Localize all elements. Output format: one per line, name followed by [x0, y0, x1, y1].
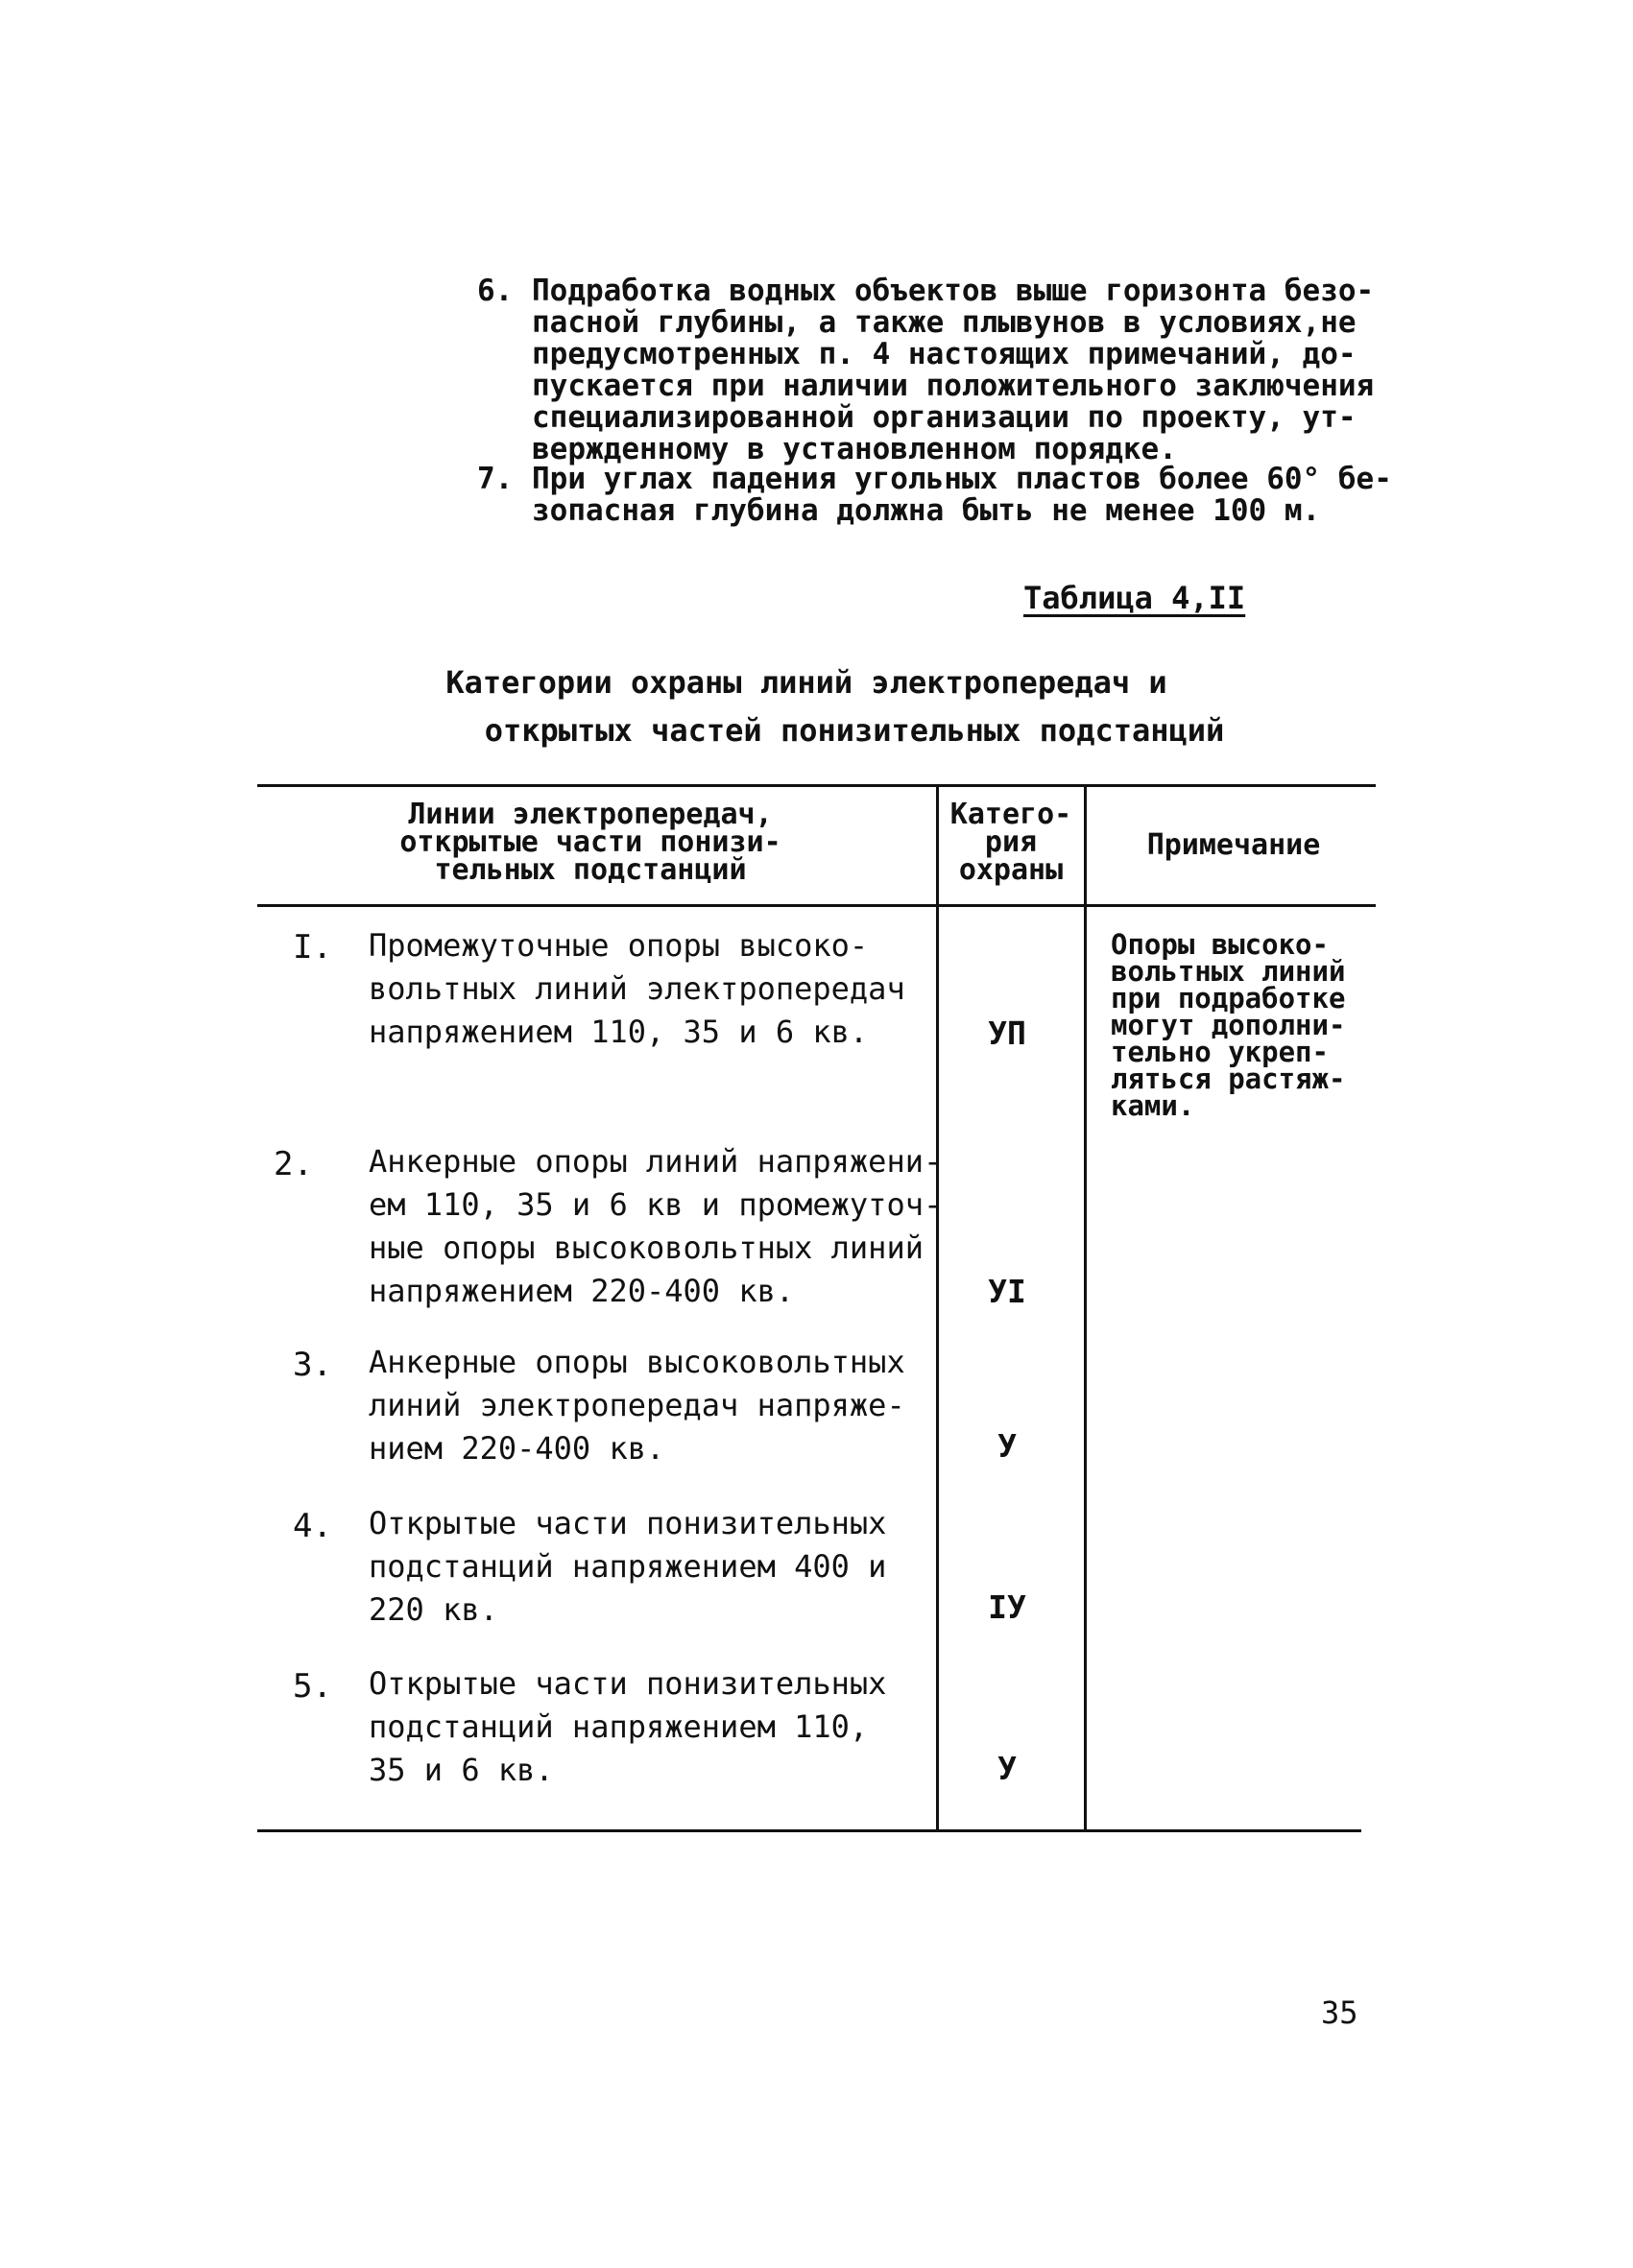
row-category: У	[997, 1427, 1017, 1465]
table-header-rule	[257, 904, 1376, 907]
row-category: УI	[988, 1273, 1026, 1310]
row-line: нием 220-400 кв.	[369, 1430, 665, 1467]
row-number: 5.	[293, 1667, 332, 1706]
note-text	[532, 275, 1396, 466]
note-line: зопасная глубина должна быть не менее 100 м.	[532, 493, 1321, 528]
note-line: предусмотренных п. 4 настоящих примечаний, до-	[532, 337, 1357, 371]
row-number: I.	[293, 928, 332, 967]
row-number: 4.	[293, 1507, 332, 1545]
remark-line: ляться растяж-	[1111, 1062, 1346, 1095]
remark-line: вольтных линий	[1111, 955, 1346, 988]
table-caption-line-1: Категории охраны линий электропередач и	[445, 664, 1167, 701]
table-bottom-rule	[257, 1829, 1361, 1832]
row-line: подстанций напряжением 110,	[369, 1708, 869, 1745]
row-line: ем 110, 35 и 6 кв и промежуточ-	[369, 1186, 943, 1223]
header-line: открытые части понизи-	[399, 825, 781, 859]
row-description	[369, 1341, 905, 1470]
table-header-lines	[370, 798, 811, 887]
row-line: 220 кв.	[369, 1591, 498, 1628]
header-line: рия	[984, 825, 1038, 859]
row-description	[369, 924, 905, 1054]
table-label: Таблица 4,II	[1023, 580, 1246, 616]
table-column-divider-2	[1084, 784, 1087, 1829]
row-line: Открытые части понизительных	[369, 1505, 887, 1541]
note-line: специализированной организации по проекту, ут-	[532, 400, 1357, 435]
row-category: IУ	[988, 1588, 1026, 1626]
row-description	[369, 1662, 886, 1792]
row-line: 35 и 6 кв.	[369, 1752, 554, 1788]
row-line: Открытые части понизительных	[369, 1665, 887, 1702]
remark-line: тельно укреп-	[1111, 1036, 1329, 1068]
row-description	[369, 1140, 942, 1313]
row-category: УП	[988, 1015, 1026, 1052]
header-line: Катего-	[949, 798, 1072, 831]
remark-line: ками.	[1111, 1089, 1195, 1122]
row-line: Анкерные опоры линий напряжени-	[369, 1143, 943, 1180]
row-line: Промежуточные опоры высоко-	[369, 927, 869, 964]
note-line: пускается при наличии положительного заключения	[532, 369, 1375, 403]
note-line: При углах падения угольных пластов более 60° бе-	[532, 462, 1392, 496]
row-line: напряжением 110, 35 и 6 кв.	[369, 1014, 869, 1050]
header-line: охраны	[958, 853, 1064, 887]
table-header-remark	[1090, 828, 1378, 862]
row-line: линий электропередач напряже-	[369, 1387, 905, 1423]
note-number: 7.	[477, 462, 514, 496]
row-line: вольтных линий электропередач	[369, 970, 905, 1007]
remark-line: Опоры высоко-	[1111, 928, 1329, 961]
row-line: подстанций напряжением 400 и	[369, 1548, 887, 1585]
row-line: напряжением 220-400 кв.	[369, 1273, 795, 1309]
remark-line: при подработке	[1111, 982, 1346, 1015]
note-line: пасной глубины, а также плывунов в условиях,не	[532, 305, 1357, 340]
header-line: Линии электропередач,	[408, 798, 773, 831]
table-caption-line-2: открытых частей понизительных подстанций	[484, 712, 1225, 749]
header-line: тельных подстанций	[434, 853, 747, 887]
table-top-rule	[257, 784, 1376, 787]
remark-line: могут дополни-	[1111, 1009, 1346, 1041]
note-line: Подработка водных объектов выше горизонта безо-	[532, 274, 1375, 308]
note-text	[532, 464, 1396, 527]
note-line: вержденному в установленном порядке.	[532, 432, 1177, 466]
header-line: Примечание	[1146, 828, 1321, 862]
note-number: 6.	[477, 274, 514, 308]
row-description	[369, 1502, 886, 1632]
row-number: 2.	[274, 1145, 313, 1183]
row-number: 3.	[293, 1346, 332, 1384]
row-category: У	[997, 1750, 1017, 1787]
table-remark	[1111, 928, 1346, 1122]
row-line: Анкерные опоры высоковольтных	[369, 1344, 905, 1380]
table-header-category	[944, 798, 1078, 887]
row-line: ные опоры высоковольтных линий	[369, 1229, 924, 1266]
page-number: 35	[1321, 1994, 1358, 2031]
